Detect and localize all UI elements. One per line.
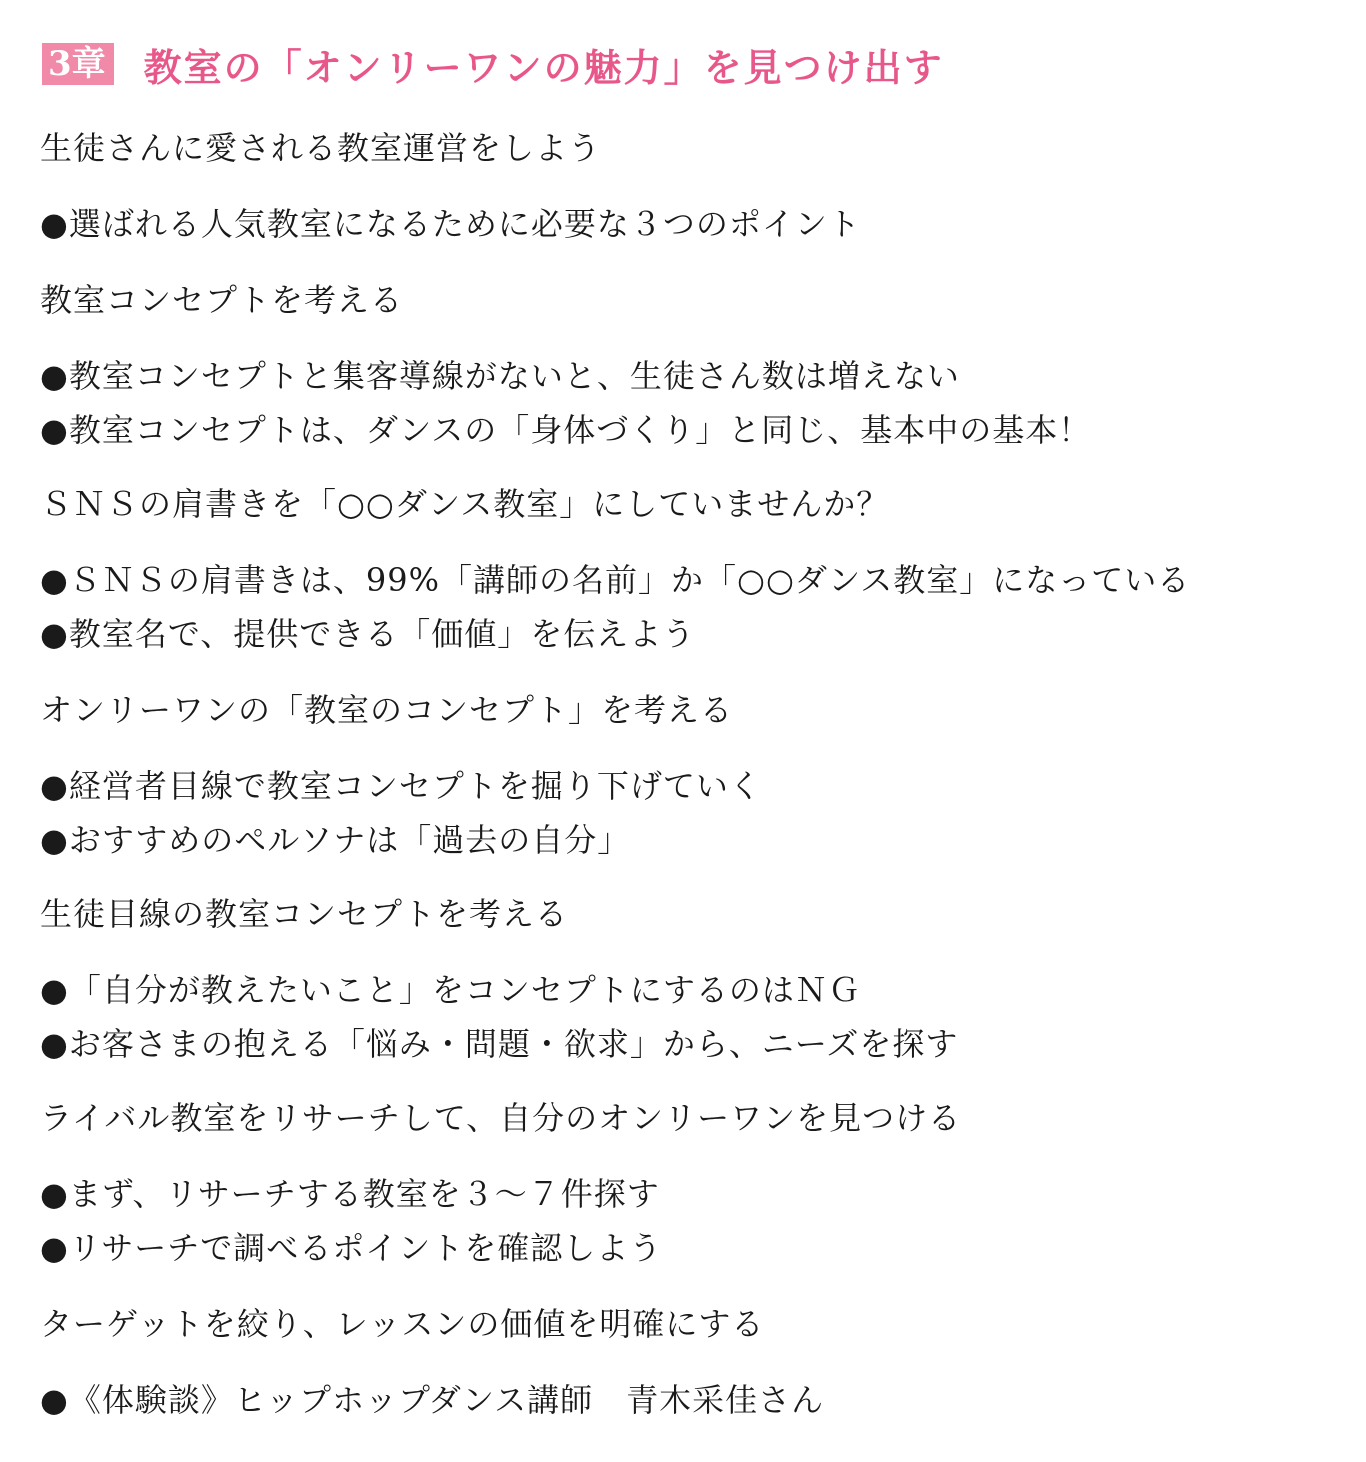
bullet-item: ●教室名で、提供できる「価値」を伝えよう (40, 615, 696, 653)
bullet-item: ●教室コンセプトは、ダンスの「身体づくり」と同じ、基本中の基本！ (40, 411, 1092, 449)
chapter-number-badge: 3章 (42, 43, 114, 85)
section-heading: ＳＮＳの肩書きを「○○ダンス教室」にしていませんか？ (40, 485, 890, 523)
bullet-item: ●お客さまの抱える「悩み・問題・欲求」から、ニーズを探す (40, 1025, 959, 1063)
bullet-item: ●おすすめのペルソナは「過去の自分」 (40, 821, 631, 859)
bullet-item: ●まず、リサーチする教室を３～７件探す (40, 1175, 660, 1213)
section-heading: ターゲットを絞り、レッスンの価値を明確にする (40, 1305, 765, 1343)
section-heading: 生徒さんに愛される教室運営をしよう (40, 129, 602, 167)
bullet-item: ●《体験談》ヒップホップダンス講師 青木采佳さん (40, 1381, 825, 1419)
bullet-item: ●教室コンセプトと集客導線がないと、生徒さん数は増えない (40, 357, 960, 395)
section-heading: 教室コンセプトを考える (40, 281, 404, 319)
bullet-item: ●リサーチで調べるポイントを確認しよう (40, 1229, 663, 1267)
section-heading: 生徒目線の教室コンセプトを考える (40, 895, 569, 933)
bullet-item: ●ＳＮＳの肩書きは、99%「講師の名前」か「○○ダンス教室」になっている (40, 561, 1191, 599)
bullet-item: ●「自分が教えたいこと」をコンセプトにするのはＮＧ (40, 971, 861, 1009)
chapter-heading (42, 36, 944, 92)
bullet-item: ●経営者目線で教室コンセプトを掘り下げていく (40, 767, 762, 805)
section-heading: ライバル教室をリサーチして、自分のオンリーワンを見つける (40, 1099, 962, 1137)
chapter-title: 教室の「オンリーワンの魅力」を見つけ出す (143, 44, 944, 90)
section-heading: オンリーワンの「教室のコンセプト」を考える (40, 691, 734, 729)
bullet-item: ●選ばれる人気教室になるために必要な３つのポイント (40, 205, 861, 243)
